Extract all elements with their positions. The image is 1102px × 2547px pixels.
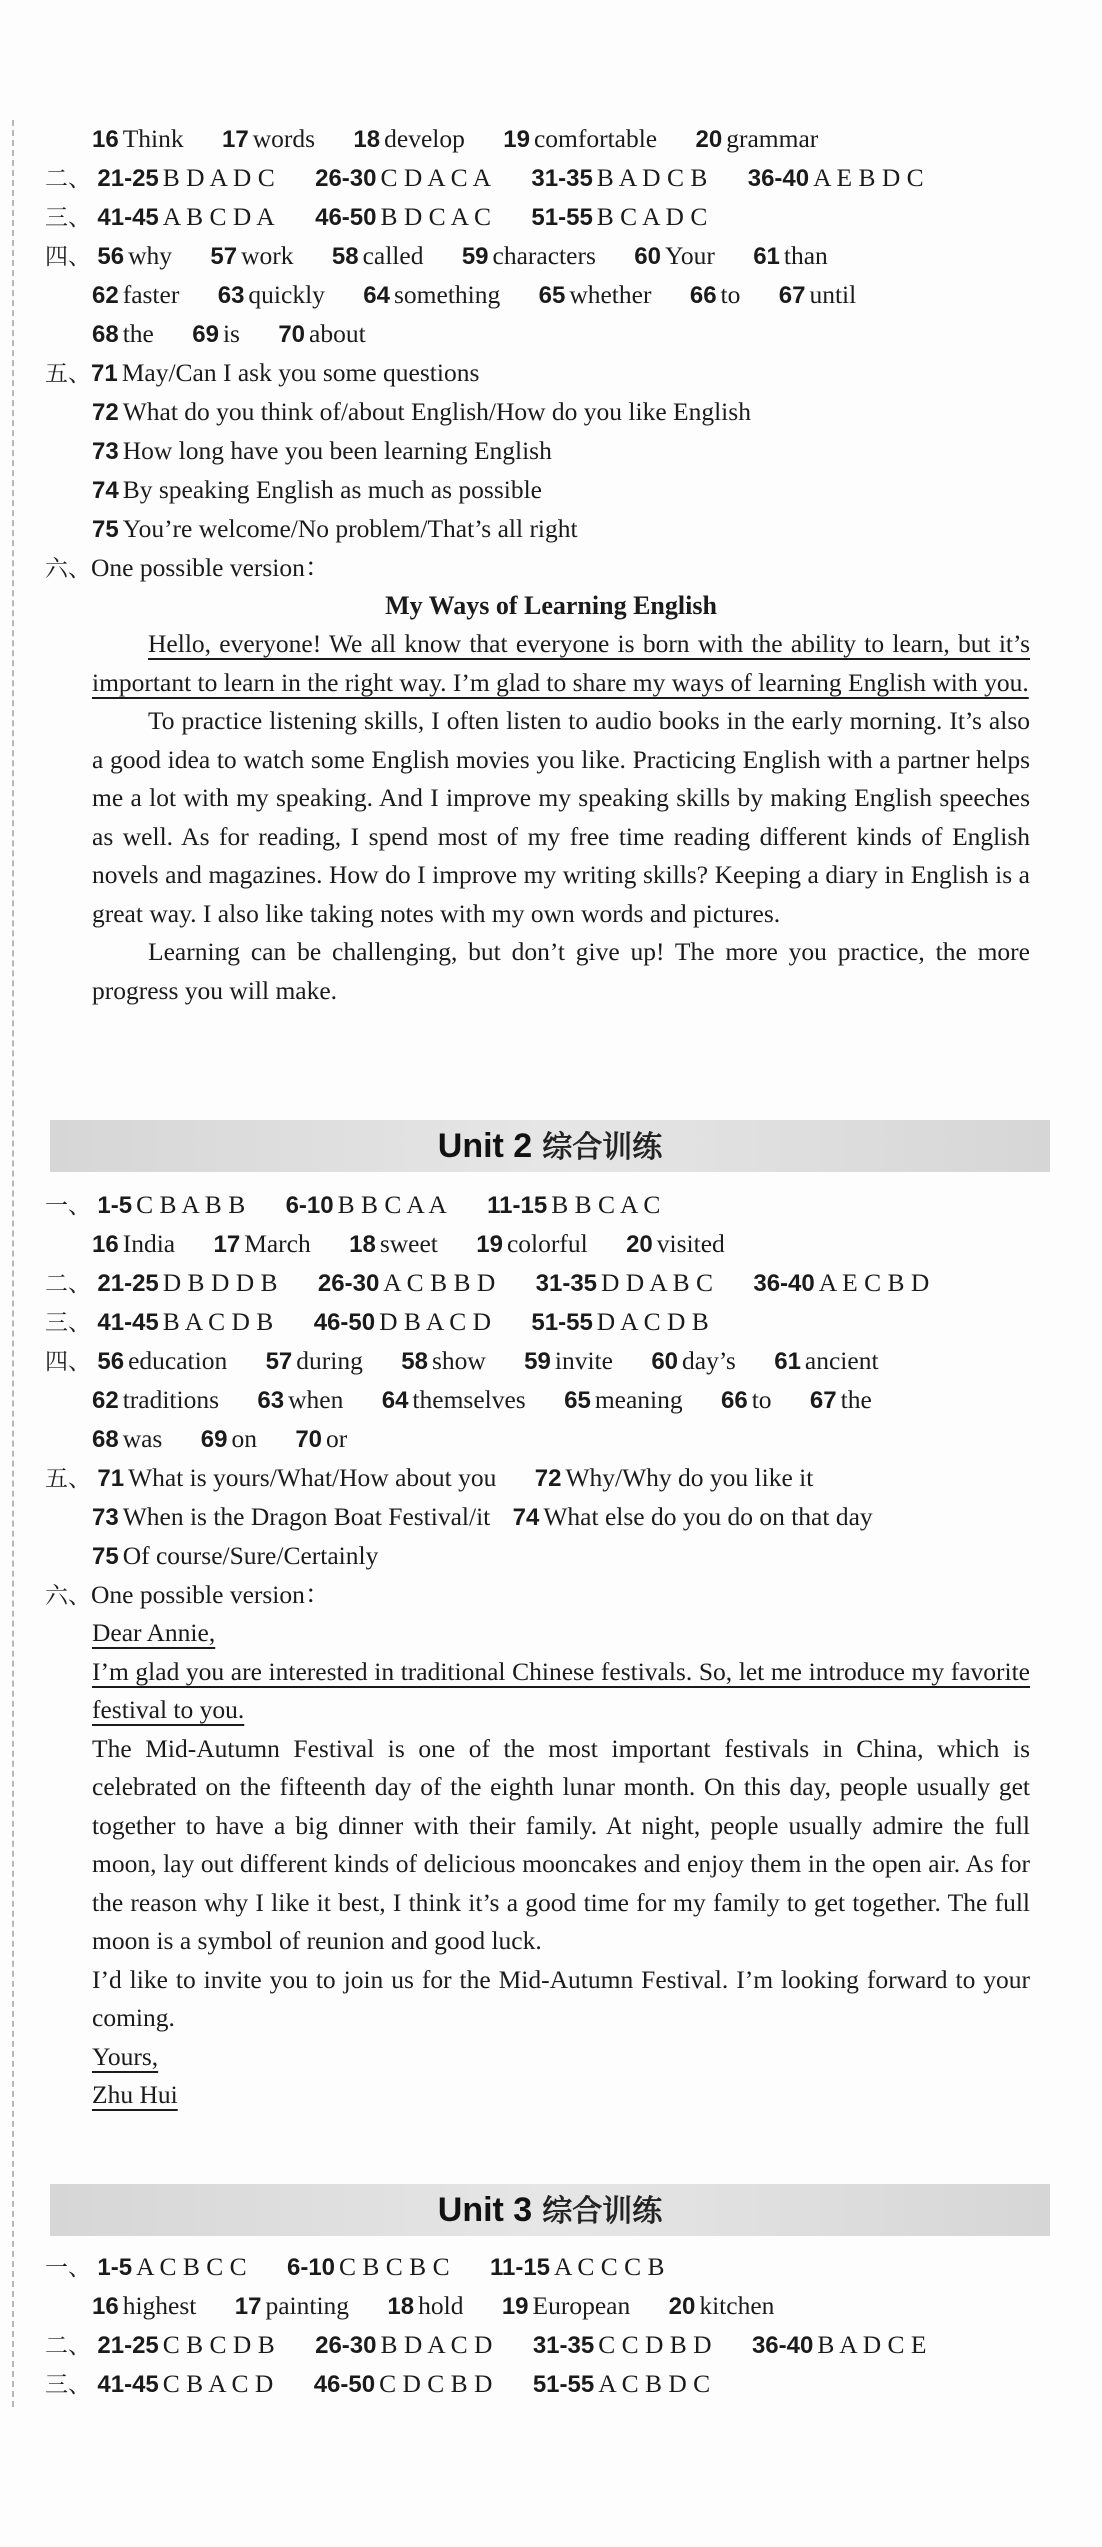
answer-item (535, 1463, 814, 1492)
question-number: 20 (668, 2293, 696, 2320)
answer-text: traditions (122, 1385, 220, 1414)
section-label: 六、 (45, 1583, 91, 1609)
answer-text: C B C B C (339, 2252, 450, 2281)
answer-text: when (288, 1385, 344, 1414)
answer-text: B C A D C (596, 202, 708, 231)
question-number: 65 (564, 1387, 591, 1414)
question-number: 68 (92, 321, 119, 348)
question-number: 63 (217, 282, 245, 309)
answer-item (690, 280, 741, 309)
question-number: 1-5 (97, 2254, 133, 2281)
question-number: 21-25 (97, 2332, 159, 2359)
u2-sec5-row-2 (0, 1497, 1102, 1536)
answer-item (97, 1463, 496, 1492)
answer-text: A C C C B (554, 2252, 665, 2281)
question-number: 16 (92, 2293, 119, 2320)
answer-text: to (720, 280, 741, 309)
question-number: 57 (210, 243, 238, 270)
question-number: 20 (626, 1231, 653, 1258)
question-number: 41-45 (97, 2371, 159, 2398)
answer-text: B B C A C (551, 1190, 661, 1219)
letter-paragraph-2: The Mid-Autumn Festival is one of the most important festivals in China, which is celebrated on the fifteenth day of the eighth lunar month. On this day, people usually get together to have a big dinner with their family. At night, people usually admire the full moon, lay out different kinds of delicious mooncakes and enjoy them in the open air. As for the reason why I like it best, I think it’s a good time for my family to get together. The full moon is a symbol of reunion and good luck. (92, 1733, 1030, 1955)
question-number: 75 (92, 516, 119, 543)
answer-text: D A C D B (596, 1307, 709, 1336)
unit2-section (0, 1185, 1102, 2115)
answer-item (539, 280, 652, 309)
answer-item (651, 1346, 736, 1375)
answer-text: during (296, 1346, 363, 1375)
question-number: 61 (753, 243, 780, 270)
answer-item (92, 1229, 175, 1258)
question-number: 68 (92, 1426, 119, 1453)
unit2-title: Unit 2 (437, 1127, 533, 1165)
answer-text: on (231, 1424, 257, 1453)
question-number: 66 (721, 1387, 748, 1414)
question-number: 58 (331, 243, 359, 270)
question-number: 19 (476, 1231, 503, 1258)
question-number: 18 (353, 126, 381, 153)
answer-text: I’m glad you are interested in traditional Chinese festivals. So, let me introduce my favorite festival to you. (92, 1656, 1030, 1724)
u1-sec5-row-71 (0, 353, 1102, 392)
question-number: 74 (92, 477, 119, 504)
answer-item (810, 1385, 872, 1414)
answer-text: D B A C D (379, 1307, 492, 1336)
answer-item (278, 319, 365, 348)
answer-item (669, 2291, 775, 2320)
answer-text: words (252, 124, 316, 153)
answer-text: By speaking English as much as possible (122, 475, 542, 504)
question-number: 74 (512, 1504, 540, 1531)
section-label: 一、 (45, 1193, 91, 1219)
answer-item (92, 1424, 162, 1453)
answer-text: quickly (248, 280, 325, 309)
question-number: 70 (278, 321, 306, 348)
question-number: 11-15 (487, 1192, 548, 1219)
answer-item (213, 1229, 310, 1258)
answer-text: European (532, 2291, 631, 2320)
question-number: 26-30 (315, 2332, 377, 2359)
answer-text: work (241, 241, 294, 270)
answer-item (524, 1346, 613, 1375)
u2-sec2-row (0, 1263, 1102, 1302)
question-number: 57 (265, 1348, 293, 1375)
answer-text: A C B B D (383, 1268, 496, 1297)
question-number: 56 (97, 243, 125, 270)
unit2-subtitle: 综合训练 (542, 1130, 663, 1165)
answer-item (401, 1346, 486, 1375)
u1-sec4-row-3 (0, 314, 1102, 353)
essay-paragraph-2: To practice listening skills, I often listen to audio books in the early morning. It’s also a good idea to watch some English movies you like. Practicing English with a partner helps me a lot with my speaking. And I improve my speaking skills by making English speeches as well. As for reading, I spend most of my free time reading different kinds of English novels and magazines. How do I improve my writing skills? Keeping a diary in English is a great way. I also like taking notes with my own words and pictures. (92, 706, 1030, 928)
u3-row-16 (0, 2286, 1102, 2325)
u1-sec5-row-74 (0, 470, 1102, 509)
question-number: 56 (97, 1348, 125, 1375)
answer-text: themselves (412, 1385, 526, 1414)
u1-sec5-row-73 (0, 431, 1102, 470)
answer-item (92, 1541, 378, 1570)
section-label: 三、 (45, 2372, 91, 2398)
question-number: 17 (222, 126, 249, 153)
unit1-section (0, 119, 1102, 1010)
essay-title: My Ways of Learning English (385, 591, 717, 620)
u1-sec5-row-75 (0, 509, 1102, 548)
question-number: 11-15 (489, 2254, 551, 2281)
question-number: 73 (92, 1504, 119, 1531)
answer-text: than (783, 241, 828, 270)
letter-signature (92, 2076, 1030, 2115)
answer-text: faster (122, 280, 180, 309)
answer-item (634, 241, 715, 270)
question-number: 36-40 (753, 1270, 815, 1297)
answer-text: hold (418, 2291, 464, 2320)
answer-text: ancient (804, 1346, 879, 1375)
answer-text: C B C D B (162, 2330, 275, 2359)
unit3-section (0, 2247, 1102, 2403)
answer-text: whether (569, 280, 652, 309)
section-label: 三、 (45, 205, 91, 231)
answer-text: Hello, everyone! We all know that everyone is born with the ability to learn, but it’s important to learn in the right way. I’m glad to share my ways of learning English with you. (92, 629, 1030, 697)
answer-item (97, 1346, 227, 1375)
answer-text: D B D D B (162, 1268, 278, 1297)
letter-paragraph-1 (92, 1653, 1030, 1730)
question-number: 59 (461, 243, 489, 270)
answer-text: the (122, 319, 154, 348)
u1-sec3-row (0, 197, 1102, 236)
answer-text: comfortable (533, 124, 658, 153)
question-number: 26-30 (317, 1270, 380, 1297)
section-label: 四、 (45, 1349, 91, 1375)
question-number: 62 (92, 282, 119, 309)
answer-text: B D A D C (162, 163, 275, 192)
answer-text: Dear Annie, (92, 1618, 216, 1647)
question-number: 41-45 (97, 204, 159, 231)
answer-item (353, 124, 464, 153)
question-number: 46-50 (313, 2371, 376, 2398)
answer-item (626, 1229, 725, 1258)
answer-item (92, 124, 184, 153)
u1-sec6-intro (0, 548, 1102, 587)
u1-row-16 (0, 119, 1102, 158)
answer-item (774, 1346, 878, 1375)
answer-text: A E C B D (818, 1268, 930, 1297)
answer-text: B A C D B (162, 1307, 274, 1336)
question-number: 26-30 (315, 165, 377, 192)
section-label: 四、 (45, 244, 91, 270)
answer-item (92, 280, 179, 309)
letter-paragraph-3: I’d like to invite you to join us for the Mid-Autumn Festival. I’m looking forward to your coming. (92, 1964, 1030, 2032)
answer-item (92, 1385, 219, 1414)
answer-text: A C B C C (136, 2252, 247, 2281)
unit2-header-band (50, 1120, 1050, 1172)
answer-item (332, 241, 424, 270)
question-number: 31-35 (535, 1270, 598, 1297)
question-number: 70 (295, 1426, 323, 1453)
answer-text: until (809, 280, 857, 309)
question-number: 71 (91, 360, 118, 387)
unit3-subtitle: 综合训练 (542, 2194, 663, 2229)
question-number: 6-10 (285, 1192, 334, 1219)
question-number: 21-25 (97, 1270, 159, 1297)
answer-item (696, 124, 819, 153)
u2-sec1-row (0, 1185, 1102, 1224)
section-label: 一、 (45, 2255, 91, 2281)
answer-text: highest (122, 2291, 197, 2320)
answer-item (363, 280, 500, 309)
answer-item (387, 2291, 463, 2320)
answer-text: You’re welcome/No problem/That’s all right (122, 514, 578, 543)
answer-text: day’s (682, 1346, 736, 1375)
answer-item (257, 1385, 343, 1414)
answer-item (92, 1502, 490, 1531)
answer-text: kitchen (699, 2291, 775, 2320)
answer-text: show (431, 1346, 486, 1375)
answer-text: characters (492, 241, 596, 270)
answer-item (476, 1229, 587, 1258)
essay-paragraph-1 (92, 625, 1030, 702)
answer-text: C B A B B (136, 1190, 246, 1219)
essay-paragraph-3: Learning can be challenging, but don’t give up! The more you practice, the more progress you will make. (92, 937, 1030, 1005)
question-number: 16 (92, 1231, 119, 1258)
answer-text: A E B D C (813, 163, 924, 192)
question-number: 73 (92, 438, 119, 465)
question-number: 59 (524, 1348, 551, 1375)
question-number: 51-55 (531, 1309, 593, 1336)
u2-sec4-row-1 (0, 1341, 1102, 1380)
question-number: 19 (503, 126, 530, 153)
answer-text: visited (656, 1229, 725, 1258)
unit3-title: Unit 3 (437, 2191, 533, 2229)
question-number: 17 (234, 2293, 262, 2320)
answer-text: B A D C E (817, 2330, 927, 2359)
section-label: 六、 (45, 556, 91, 582)
answer-text: why (128, 241, 172, 270)
question-number: 62 (92, 1387, 119, 1414)
answer-item (779, 280, 856, 309)
answer-text: sweet (379, 1229, 438, 1258)
question-number: 51-55 (531, 204, 593, 231)
answer-text: C D C B D (379, 2369, 493, 2398)
answer-text: to (751, 1385, 772, 1414)
question-number: 17 (213, 1231, 241, 1258)
u2-sec4-row-2 (0, 1380, 1102, 1419)
answer-text: C D A C A (380, 163, 492, 192)
question-number: 19 (501, 2293, 529, 2320)
u1-sec2-row (0, 158, 1102, 197)
question-number: 6-10 (286, 2254, 336, 2281)
section-label: 三、 (45, 1310, 91, 1336)
answer-item (266, 1346, 363, 1375)
question-number: 69 (192, 321, 219, 348)
answer-item (295, 1424, 347, 1453)
question-number: 64 (381, 1387, 409, 1414)
answer-text: painting (265, 2291, 350, 2320)
answer-item (222, 124, 315, 153)
question-number: 46-50 (315, 204, 377, 231)
answer-text: Of course/Sure/Certainly (122, 1541, 379, 1570)
answer-text: develop (384, 124, 465, 153)
answer-item (753, 241, 828, 270)
question-number: 58 (401, 1348, 428, 1375)
section-label: 五、 (45, 1466, 91, 1492)
answer-text: B A D C B (596, 163, 708, 192)
question-number: 60 (651, 1348, 679, 1375)
question-number: 67 (809, 1387, 837, 1414)
answer-text: B B C A A (337, 1190, 447, 1219)
answer-item (210, 241, 293, 270)
answer-item (721, 1385, 772, 1414)
answer-text: May/Can I ask you some questions (121, 358, 480, 387)
answer-text: Your (664, 241, 715, 270)
answer-item (462, 241, 596, 270)
answer-text: India (122, 1229, 176, 1258)
answer-text: something (394, 280, 501, 309)
answer-text: grammar (726, 124, 819, 153)
answer-text: invite (554, 1346, 613, 1375)
question-number: 65 (538, 282, 566, 309)
answer-text: How long have you been learning English (122, 436, 552, 465)
question-number: 75 (92, 1543, 119, 1570)
question-number: 63 (257, 1387, 285, 1414)
answer-item (192, 319, 240, 348)
question-number: 66 (689, 282, 717, 309)
answer-item (92, 319, 154, 348)
answer-text: A B C D A (162, 202, 275, 231)
u2-sec6-intro (0, 1575, 1102, 1614)
u1-sec4-row-1 (0, 236, 1102, 275)
question-number: 36-40 (751, 2332, 814, 2359)
question-number: 21-25 (97, 165, 159, 192)
u2-sec3-row (0, 1302, 1102, 1341)
question-number: 69 (200, 1426, 228, 1453)
answer-text: called (362, 241, 424, 270)
answer-text: What do you think of/about English/How do you like English (122, 397, 751, 426)
question-number: 36-40 (747, 165, 810, 192)
question-number: 1-5 (97, 1192, 133, 1219)
section-label: 二、 (45, 2333, 91, 2359)
answer-text: meaning (594, 1385, 683, 1414)
question-number: 72 (534, 1465, 562, 1492)
answer-item (503, 124, 657, 153)
answer-text: B D C A C (380, 202, 492, 231)
u1-sec5-row-72 (0, 392, 1102, 431)
answer-text: is (222, 319, 240, 348)
answer-text: colorful (506, 1229, 588, 1258)
section-label: 五、 (45, 361, 91, 387)
answer-text: Think (122, 124, 184, 153)
answer-text: One possible version： (91, 553, 331, 582)
answer-text: B D A C D (380, 2330, 493, 2359)
unit3-header-band (50, 2184, 1050, 2236)
answer-text: Yours, (92, 2041, 159, 2071)
answer-item (235, 2291, 349, 2320)
question-number: 31-35 (532, 2332, 595, 2359)
question-number: 60 (634, 243, 661, 270)
question-number: 31-35 (531, 165, 593, 192)
answer-item (92, 2291, 196, 2320)
u3-sec1-row (0, 2247, 1102, 2286)
answer-text: C B A C D (162, 2369, 274, 2398)
question-number: 16 (92, 126, 119, 153)
u3-sec2-row (0, 2325, 1102, 2364)
answer-text: March (244, 1229, 311, 1258)
answer-text: C C D B D (598, 2330, 712, 2359)
question-number: 61 (774, 1348, 801, 1375)
answer-text: D D A B C (601, 1268, 713, 1297)
u3-sec3-row (0, 2364, 1102, 2403)
answer-item (382, 1385, 526, 1414)
section-label: 二、 (45, 1271, 91, 1297)
answer-text: What is yours/What/How about you (128, 1463, 497, 1492)
question-number: 51-55 (532, 2371, 595, 2398)
question-number: 41-45 (97, 1309, 159, 1336)
letter-closing (92, 2038, 1030, 2077)
answer-item (513, 1502, 873, 1531)
question-number: 64 (363, 282, 390, 309)
letter-greeting (92, 1614, 1030, 1653)
answer-text: about (309, 319, 366, 348)
answer-item (218, 280, 325, 309)
answer-text: When is the Dragon Boat Festival/it (122, 1502, 491, 1531)
question-number: 67 (778, 282, 806, 309)
answer-text: Zhu Hui (92, 2080, 178, 2109)
answer-text: What else do you do on that day (543, 1502, 873, 1531)
u2-row-16 (0, 1224, 1102, 1263)
question-number: 72 (92, 399, 119, 426)
question-number: 46-50 (313, 1309, 376, 1336)
answer-item (502, 2291, 630, 2320)
question-number: 18 (349, 1231, 376, 1258)
question-number: 18 (387, 2293, 415, 2320)
answer-text: education (128, 1346, 228, 1375)
answer-item (97, 241, 172, 270)
u2-sec5-row-1 (0, 1458, 1102, 1497)
u2-sec4-row-3 (0, 1419, 1102, 1458)
answer-text: Why/Why do you like it (565, 1463, 814, 1492)
u2-sec5-row-3 (0, 1536, 1102, 1575)
answer-text: was (122, 1424, 163, 1453)
question-number: 71 (97, 1465, 125, 1492)
u1-sec4-row-2 (0, 275, 1102, 314)
answer-text: One possible version： (91, 1580, 331, 1609)
section-label: 二、 (45, 166, 91, 192)
question-number: 20 (695, 126, 723, 153)
answer-item (564, 1385, 683, 1414)
answer-text: or (326, 1424, 348, 1453)
answer-item (201, 1424, 257, 1453)
answer-item (349, 1229, 438, 1258)
answer-text: the (840, 1385, 872, 1414)
answer-text: A C B D C (598, 2369, 711, 2398)
